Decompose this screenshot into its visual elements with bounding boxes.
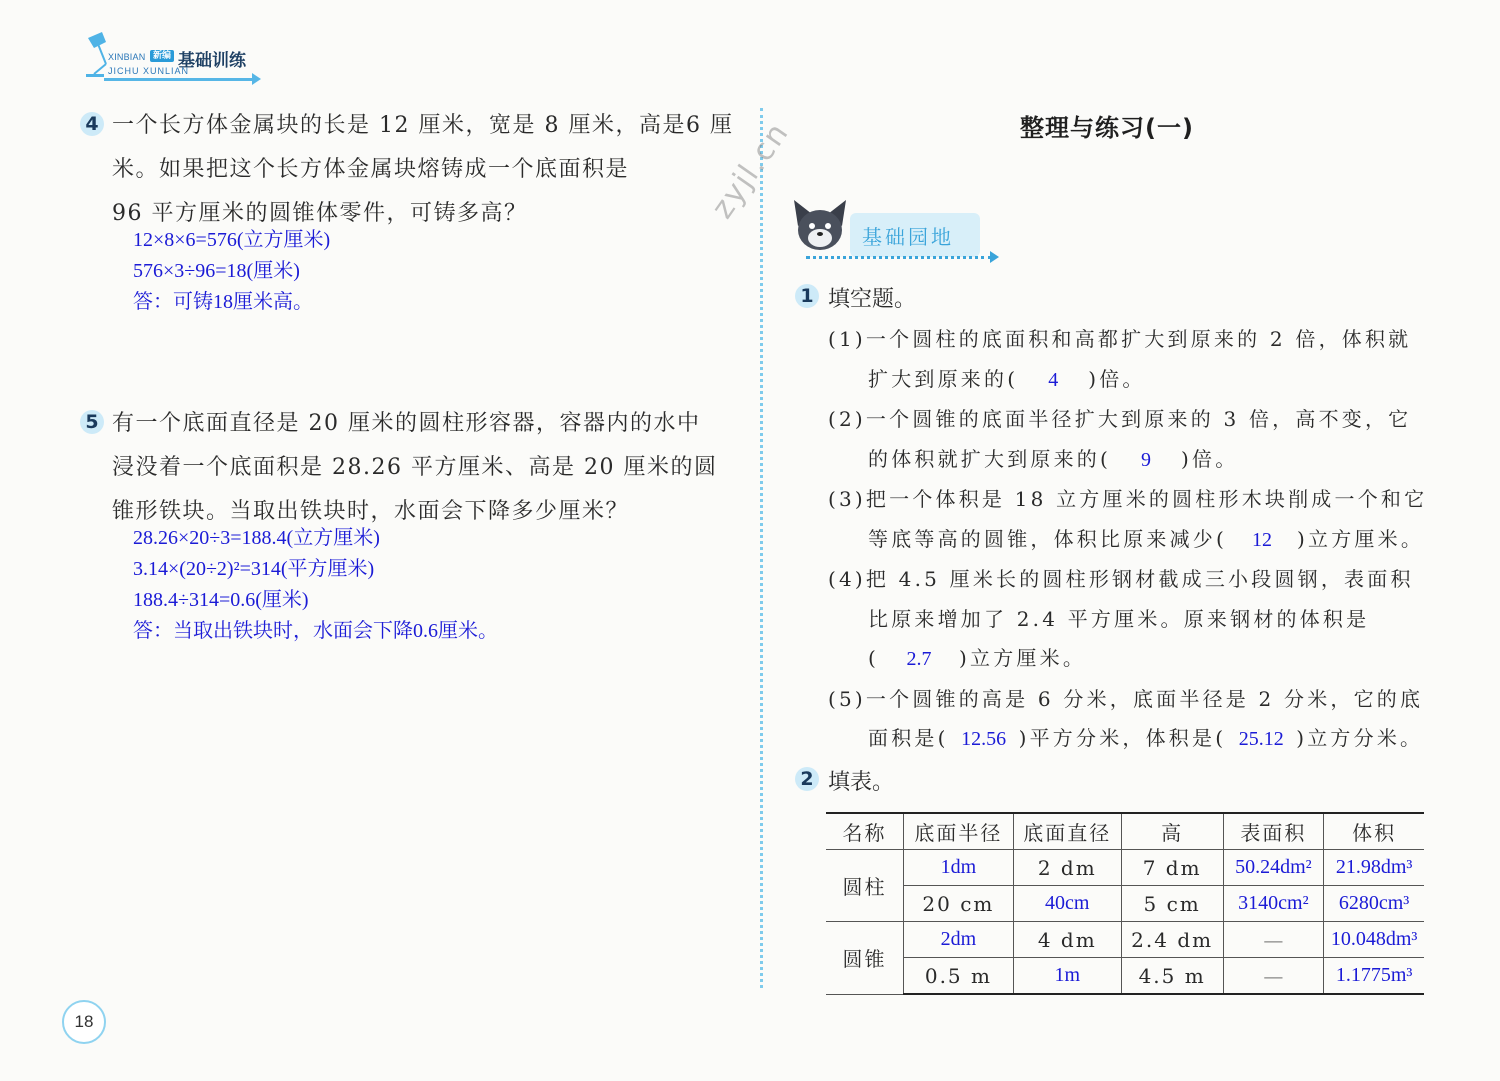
table-cell: 3140cm² (1223, 886, 1324, 922)
fill-text: 扩大到原来的( (868, 366, 1019, 391)
logo-underline (104, 78, 254, 81)
table-group-label: 圆锥 (826, 922, 904, 995)
table-row (826, 958, 1424, 995)
fill-text: )倍。 (1181, 446, 1239, 471)
table-group-label: 圆柱 (826, 850, 904, 922)
fill-item-5-line-2 (828, 719, 1468, 760)
question-1-items (828, 320, 1468, 760)
table-cell: 1m (1013, 958, 1121, 995)
fill-answer: 25.12 (1238, 728, 1284, 750)
question-1-heading: 填空题。 (828, 287, 917, 312)
table-cell: 21.98dm³ (1324, 850, 1424, 886)
answer-line: 答：当取出铁块时，水面会下降0.6厘米。 (133, 620, 498, 642)
question-5-answer (133, 523, 498, 647)
fill-item-2-line-2 (828, 440, 1468, 481)
fill-text: )立方分米。 (1296, 726, 1424, 750)
table-cell: 10.048dm³ (1324, 922, 1424, 958)
table-cell: 6280cm³ (1324, 886, 1424, 922)
fill-text: )立方厘米。 (1297, 526, 1425, 551)
table-cell: 50.24dm² (1223, 850, 1324, 886)
fill-text: )平方分米，体积是( (1018, 726, 1227, 750)
table-header: 底面直径 (1013, 813, 1121, 850)
section-title: 整理与练习(一) (1020, 114, 1194, 142)
table-header-row (826, 813, 1424, 850)
fill-answer: 9 (1141, 448, 1152, 471)
table-cell: — (1223, 958, 1324, 995)
table-header: 底面半径 (904, 813, 1014, 850)
fill-item-5-line-1: (5)一个圆锥的高是 6 分米，底面半径是 2 分米，它的底 (828, 686, 1424, 711)
table-cell: — (1223, 922, 1324, 958)
question-5-text (112, 402, 717, 534)
answer-line: 576×3÷96=18(厘米) (133, 260, 300, 282)
logo-arrow-icon (252, 73, 261, 85)
question-4-text (112, 104, 733, 236)
fill-item-3-line-1: (3)把一个体积是 18 立方厘米的圆柱形木块削成一个和它 (828, 487, 1428, 511)
answer-line: 答：可铸18厘米高。 (133, 291, 313, 313)
fill-text: 面积是( (868, 726, 949, 750)
logo-title: 基础训练 (178, 51, 246, 71)
table-cell: 40cm (1013, 886, 1121, 922)
fill-item-4-line-1: (4)把 4.5 厘米长的圆柱形钢材截成三小段圆钢，表面积 (828, 567, 1414, 591)
table-row (826, 850, 1424, 886)
question-5-line-1: 有一个底面直径是 20 厘米的圆柱形容器，容器内的水中 (112, 411, 701, 436)
question-4-answer (133, 225, 330, 318)
question-4-line-3: 96 平方厘米的圆锥体零件，可铸多高？ (112, 201, 528, 226)
table-cell: 2 dm (1013, 850, 1121, 886)
fill-text: )立方厘米。 (959, 646, 1087, 670)
fill-answer: 12.56 (961, 728, 1007, 750)
section-banner-label: 基础园地 (862, 225, 954, 249)
fill-table (826, 812, 1424, 995)
table-cell: 2.4 dm (1121, 922, 1223, 958)
question-number-1: 1 (795, 284, 819, 308)
publisher-logo (80, 30, 270, 86)
question-number-5: 5 (80, 410, 104, 434)
table-cell: 1dm (904, 850, 1014, 886)
fill-item-4-line-3 (828, 639, 1468, 680)
fill-text: 的体积就扩大到原来的( (868, 446, 1112, 471)
question-2-heading: 填表。 (828, 770, 895, 795)
answer-line: 188.4÷314=0.6(厘米) (133, 589, 309, 611)
fill-text: ( (868, 646, 880, 670)
question-number-4: 4 (80, 112, 104, 136)
table-header: 表面积 (1223, 813, 1324, 850)
table-cell: 2dm (904, 922, 1014, 958)
fill-text: 等底等高的圆锥，体积比原来减少( (868, 526, 1228, 551)
table-cell: 4 dm (1013, 922, 1121, 958)
table-row (826, 922, 1424, 958)
fill-answer: 2.7 (906, 648, 932, 670)
fill-item-1-line-1: (1)一个圆柱的底面积和高都扩大到原来的 2 倍，体积就 (828, 327, 1412, 351)
table-row (826, 886, 1424, 922)
question-5-line-2: 浸没着一个底面积是 28.26 平方厘米、高是 20 厘米的圆 (112, 455, 718, 480)
answer-line: 28.26×20÷3=188.4(立方厘米) (133, 527, 380, 549)
table-cell: 0.5 m (904, 958, 1014, 995)
fill-item-3-line-2 (828, 520, 1468, 561)
section-underline (806, 256, 992, 259)
table-header: 名称 (826, 813, 904, 850)
table-header: 高 (1121, 813, 1223, 850)
fill-item-2-line-1: (2)一个圆锥的底面半径扩大到原来的 3 倍，高不变，它 (828, 407, 1412, 431)
table-cell: 1.1775m³ (1324, 958, 1424, 995)
arrow-icon (990, 251, 999, 263)
answer-line: 12×8×6=576(立方厘米) (133, 229, 331, 251)
table-cell: 4.5 m (1121, 958, 1223, 995)
puppy-mascot-icon (790, 196, 850, 256)
section-banner (850, 213, 980, 257)
question-number-2: 2 (795, 767, 819, 791)
page-divider (760, 108, 763, 988)
logo-badge: 新编 (150, 50, 174, 62)
question-4-line-1: 一个长方体金属块的长是 12 厘米，宽是 8 厘米，高是6 厘 (112, 113, 734, 138)
table-cell: 5 cm (1121, 886, 1223, 922)
watermark: zyjl.cn (705, 115, 797, 226)
table-cell: 7 dm (1121, 850, 1223, 886)
fill-item-4-line-2: 比原来增加了 2.4 平方厘米。原来钢材的体积是 (868, 606, 1370, 631)
logo-english-top: XINBIAN (108, 52, 146, 62)
fill-text: )倍。 (1088, 366, 1146, 391)
table-cell: 20 cm (904, 886, 1014, 922)
answer-line: 3.14×(20÷2)²=314(平方厘米) (133, 558, 375, 580)
fill-answer: 12 (1252, 528, 1273, 551)
fill-answer: 4 (1048, 368, 1059, 391)
table-header: 体积 (1324, 813, 1424, 850)
logo-english-bottom: JICHU XUNLIAN (108, 66, 190, 76)
page-number: 18 (62, 1000, 106, 1044)
question-4-line-2: 米。如果把这个长方体金属块熔铸成一个底面积是 (112, 157, 630, 182)
question-5-line-3: 锥形铁块。当取出铁块时，水面会下降多少厘米？ (112, 499, 630, 524)
fill-item-1-line-2 (828, 360, 1468, 401)
